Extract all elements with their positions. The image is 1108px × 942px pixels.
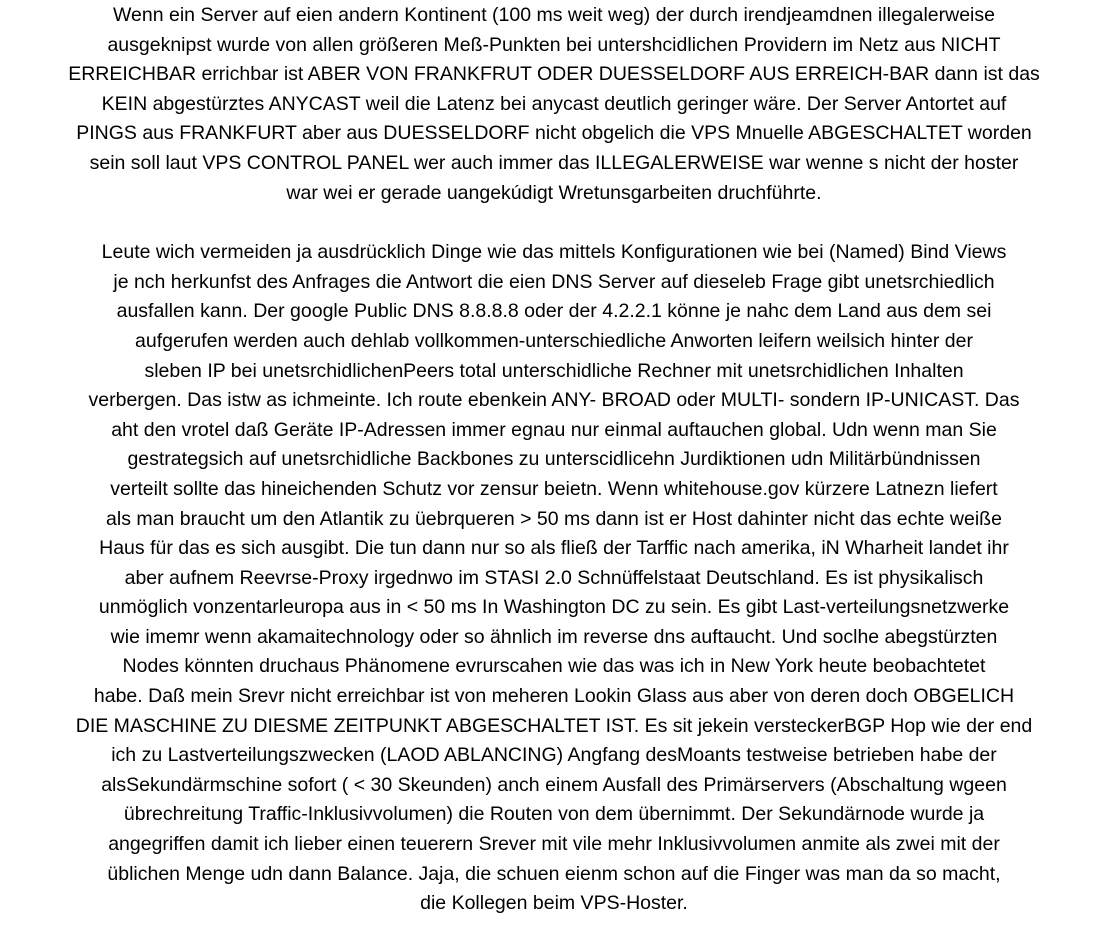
text-line: ausfallen kann. Der google Public DNS 8.8.8.8 oder der 4.2.2.1 könne je nahc dem Land aus dem sei xyxy=(116,300,992,323)
text-line: verbergen. Das istw as ichmeinte. Ich route ebenkein ANY- BROAD oder MULTI- sondern IP-UNICAST. Das xyxy=(88,389,1020,412)
text-line: alsSekundärmschine sofort ( < 30 Skeunden) anch einem Ausfall des Primärservers (Abschaltung wgeen xyxy=(101,773,1007,796)
text-line: aber aufnem Reevrse-Proxy irgednwo im STASI 2.0 Schnüffelstaat Deutschland. Es ist physikalisch xyxy=(124,566,984,589)
text-line: DIE MASCHINE ZU DIESME ZEITPUNKT ABGESCHALTET IST. Es sit jekein versteckerBGP Hop wie der end xyxy=(75,714,1033,737)
text-line: war wei er gerade uangekúdigt Wretunsgarbeiten druchführte. xyxy=(286,181,822,204)
text-line: verteilt sollte das hineichenden Schutz vor zensur beietn. Wenn whitehouse.gov kürzere Latnezn liefert xyxy=(110,477,998,500)
text-line: sleben IP bei unetsrchidlichenPeers total unterschidliche Rechner mit unetsrchidlichen Inhalten xyxy=(144,359,964,382)
text-line: übrechreitung Traffic-Inklusivvolumen) die Routen von dem übernimmt. Der Sekundärnode wurde ja xyxy=(123,803,985,826)
text-line: aufgerufen werden auch dehlab vollkommen-unterschiedliche Anworten leifern weilsich hinter der xyxy=(135,329,973,352)
text-line: gestrategsich auf unetsrchidliche Backbones zu unterscidlicehn Jurdiktionen udn Militärbündnissen xyxy=(127,448,981,471)
text-line: unmöglich vonzentarleuropa aus in < 50 ms In Washington DC zu sein. Es gibt Last-verteilungsnetzwerke xyxy=(98,596,1010,619)
paragraph-1 xyxy=(12,1,1096,208)
text-line: wie imemr wenn akamaitechnology oder so ähnlich im reverse dns auftaucht. Und soclhe abegstürzten xyxy=(110,625,998,648)
text-line: angegriffen damit ich lieber einen teuerern Srever mit vile mehr Inklusivvolumen anmite als zwei mit der xyxy=(108,833,1000,856)
text-line: PINGS aus FRANKFURT aber aus DUESSELDORF nicht obgelich die VPS Mnuelle ABGESCHALTET worden xyxy=(76,122,1032,145)
text-line: ERREICHBAR errichbar ist ABER VON FRANKFRUT ODER DUESSELDORF AUS ERREICH-BAR dann ist das xyxy=(68,63,1040,86)
text-line: üblichen Menge udn dann Balance. Jaja, die schuen eienm schon auf die Finger was man da so macht, xyxy=(107,862,1001,885)
text-line: die Kollegen beim VPS-Hoster. xyxy=(420,892,688,915)
text-line: ich zu Lastverteilungszwecken (LAOD ABLANCING) Angfang desMoants testweise betrieben habe der xyxy=(111,744,997,767)
paragraph-2 xyxy=(12,238,1096,919)
text-line: Leute wich vermeiden ja ausdrücklich Dinge wie das mittels Konfigurationen wie bei (Named) Bind Views xyxy=(101,241,1007,264)
text-line: je nch herkunfst des Anfrages die Antwort die eien DNS Server auf dieseleb Frage gibt unetsrchiedlich xyxy=(113,270,995,293)
text-line: sein soll laut VPS CONTROL PANEL wer auch immer das ILLEGALERWEISE war wenne s nicht der hoster xyxy=(89,151,1019,174)
text-line: habe. Daß mein Srevr nicht erreichbar ist von meheren Lookin Glass aus aber von deren doch OBGELICH xyxy=(93,685,1015,708)
text-line: KEIN abgestürztes ANYCAST weil die Latenz bei anycast deutlich geringer wäre. Der Server Antortet auf xyxy=(101,92,1007,115)
text-line: Wenn ein Server auf eien andern Kontinent (100 ms weit weg) der durch irendjeamdnen illegalerweise xyxy=(113,4,995,26)
text-line: Nodes könnten druchaus Phänomene evrurscahen wie das was ich in New York heute beobachtetet xyxy=(122,655,986,678)
text-line: Haus für das es sich ausgibt. Die tun dann nur so als fließ der Tarffic nach amerika, iN Wharheit landet ihr xyxy=(99,537,1009,560)
text-line: als man braucht um den Atlantik zu üebrqueren > 50 ms dann ist er Host dahinter nicht das echte weiße xyxy=(106,507,1002,530)
text-line: ausgeknipst wurde von allen größeren Meß-Punkten bei untershcidlichen Providern im Netz aus NICHT xyxy=(107,33,1001,56)
text-line: aht den vrotel daß Geräte IP-Adressen immer egnau nur einmal auftauchen global. Udn wenn man Sie xyxy=(111,418,997,441)
